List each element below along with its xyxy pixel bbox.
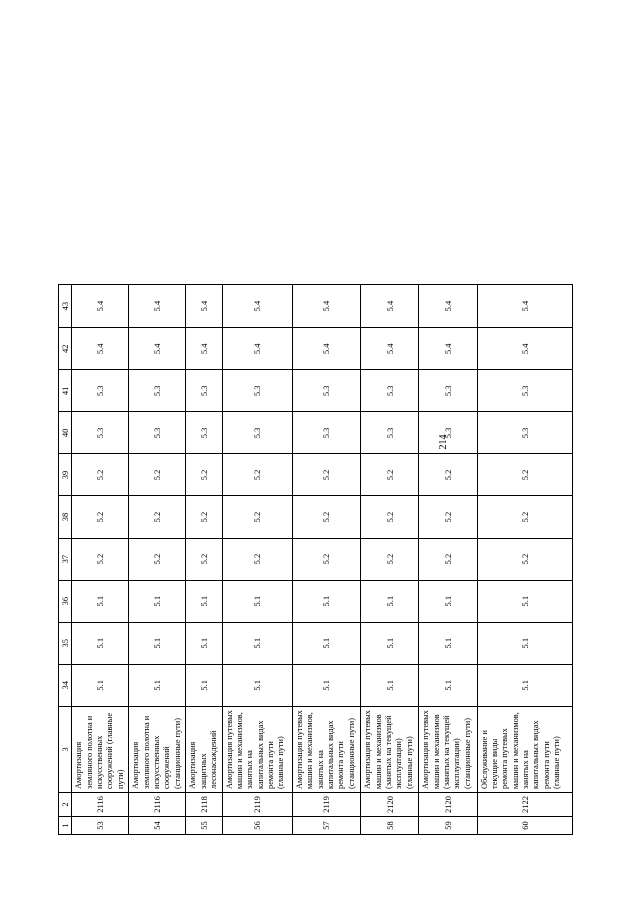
value-cell: 5.2 xyxy=(186,454,222,496)
table-row xyxy=(72,285,129,835)
value-cell: 5.1 xyxy=(361,664,419,706)
value-cell: 5.4 xyxy=(222,285,292,328)
row-number-cell: 56 xyxy=(222,816,292,834)
column-header: 42 xyxy=(59,328,72,370)
value-cell: 5.1 xyxy=(361,622,419,664)
table-row xyxy=(129,285,186,835)
value-cell: 5.3 xyxy=(129,412,186,454)
value-cell: 5.3 xyxy=(222,412,292,454)
value-cell: 5.2 xyxy=(361,496,419,538)
value-cell: 5.1 xyxy=(419,580,477,622)
value-cell: 5.2 xyxy=(72,496,129,538)
column-header: 43 xyxy=(59,285,72,328)
column-header: 41 xyxy=(59,370,72,412)
value-cell: 5.4 xyxy=(292,328,360,370)
value-cell: 5.3 xyxy=(477,412,572,454)
rotated-table xyxy=(58,284,573,835)
table-row xyxy=(222,285,292,835)
table-row xyxy=(292,285,360,835)
row-number-cell: 58 xyxy=(361,816,419,834)
column-header: 40 xyxy=(59,412,72,454)
value-cell: 5.2 xyxy=(129,454,186,496)
value-cell: 5.1 xyxy=(72,622,129,664)
column-header: 36 xyxy=(59,580,72,622)
code-cell: 2120 xyxy=(361,792,419,816)
value-cell: 5.2 xyxy=(222,496,292,538)
row-number-cell: 55 xyxy=(186,816,222,834)
value-cell: 5.2 xyxy=(477,538,572,580)
column-header: 37 xyxy=(59,538,72,580)
value-cell: 5.3 xyxy=(72,370,129,412)
rotated-table-container xyxy=(58,300,573,871)
code-cell: 2118 xyxy=(186,792,222,816)
value-cell: 5.2 xyxy=(129,538,186,580)
code-cell: 2119 xyxy=(222,792,292,816)
table-row xyxy=(361,285,419,835)
name-cell: Амортизация путевых машин и механизмов, занятых на капитальных видах ремонта пути (главные пути) xyxy=(222,706,292,792)
name-cell: Обслуживание и текущие виды ремонта путевых машин и механизмов, занятых на капитальных видах ремонта пути (главные пути) xyxy=(477,706,572,792)
value-cell: 5.4 xyxy=(186,285,222,328)
value-cell: 5.3 xyxy=(292,370,360,412)
code-cell: 2122 xyxy=(477,792,572,816)
row-number-cell: 59 xyxy=(419,816,477,834)
table-row xyxy=(419,285,477,835)
value-cell: 5.3 xyxy=(361,412,419,454)
column-header: 35 xyxy=(59,622,72,664)
value-cell: 5.1 xyxy=(222,664,292,706)
value-cell: 5.4 xyxy=(129,328,186,370)
value-cell: 5.2 xyxy=(186,496,222,538)
value-cell: 5.1 xyxy=(292,664,360,706)
code-cell: 2116 xyxy=(72,792,129,816)
name-cell: Амортизация земляного полотна и искусственных сооружений (главные пути) xyxy=(72,706,129,792)
name-cell: Амортизация защитных лесонасаждений xyxy=(186,706,222,792)
value-cell: 5.3 xyxy=(361,370,419,412)
value-cell: 5.2 xyxy=(222,538,292,580)
value-cell: 5.2 xyxy=(419,454,477,496)
value-cell: 5.2 xyxy=(361,538,419,580)
value-cell: 5.4 xyxy=(186,328,222,370)
value-cell: 5.1 xyxy=(129,622,186,664)
name-cell: Амортизация путевых машин и механизмов (занятых на текущей эксплуатации) (главные пути) xyxy=(361,706,419,792)
value-cell: 5.3 xyxy=(129,370,186,412)
value-cell: 5.2 xyxy=(477,454,572,496)
value-cell: 5.1 xyxy=(477,580,572,622)
value-cell: 5.3 xyxy=(477,370,572,412)
value-cell: 5.1 xyxy=(222,622,292,664)
value-cell: 5.4 xyxy=(222,328,292,370)
row-number-cell: 54 xyxy=(129,816,186,834)
column-header: 34 xyxy=(59,664,72,706)
column-header: 39 xyxy=(59,454,72,496)
code-cell: 2119 xyxy=(292,792,360,816)
table-header-row xyxy=(59,285,72,835)
value-cell: 5.4 xyxy=(72,285,129,328)
value-cell: 5.4 xyxy=(477,328,572,370)
value-cell: 5.3 xyxy=(186,412,222,454)
value-cell: 5.2 xyxy=(222,454,292,496)
value-cell: 5.4 xyxy=(361,285,419,328)
page-number: 214 xyxy=(438,434,449,450)
value-cell: 5.3 xyxy=(186,370,222,412)
value-cell: 5.4 xyxy=(129,285,186,328)
value-cell: 5.2 xyxy=(292,538,360,580)
table-row xyxy=(186,285,222,835)
value-cell: 5.4 xyxy=(361,328,419,370)
data-table xyxy=(58,284,573,835)
value-cell: 5.2 xyxy=(129,496,186,538)
value-cell: 5.1 xyxy=(361,580,419,622)
value-cell: 5.3 xyxy=(419,412,477,454)
value-cell: 5.2 xyxy=(292,496,360,538)
value-cell: 5.3 xyxy=(72,412,129,454)
value-cell: 5.1 xyxy=(292,580,360,622)
column-header: 3 xyxy=(59,706,72,792)
value-cell: 5.1 xyxy=(186,580,222,622)
value-cell: 5.3 xyxy=(419,370,477,412)
table-row xyxy=(477,285,572,835)
name-cell: Амортизация земляного полотна и искусственных сооружений (станционные пути) xyxy=(129,706,186,792)
name-cell: Амортизация путевых машин и механизмов, занятых на капитальных видах ремонта пути (станционные пути) xyxy=(292,706,360,792)
value-cell: 5.1 xyxy=(419,622,477,664)
value-cell: 5.1 xyxy=(477,664,572,706)
value-cell: 5.1 xyxy=(477,622,572,664)
value-cell: 5.1 xyxy=(129,664,186,706)
value-cell: 5.2 xyxy=(186,538,222,580)
code-cell: 2116 xyxy=(129,792,186,816)
code-cell: 2120 xyxy=(419,792,477,816)
value-cell: 5.1 xyxy=(72,580,129,622)
value-cell: 5.3 xyxy=(222,370,292,412)
value-cell: 5.4 xyxy=(419,328,477,370)
column-header: 38 xyxy=(59,496,72,538)
value-cell: 5.4 xyxy=(72,328,129,370)
value-cell: 5.2 xyxy=(292,454,360,496)
value-cell: 5.3 xyxy=(292,412,360,454)
column-header: 2 xyxy=(59,792,72,816)
value-cell: 5.1 xyxy=(186,664,222,706)
value-cell: 5.2 xyxy=(361,454,419,496)
name-cell: Амортизация путевых машин и механизмов (занятых на текущей эксплуатации) (станционные пути) xyxy=(419,706,477,792)
value-cell: 5.1 xyxy=(129,580,186,622)
value-cell: 5.4 xyxy=(292,285,360,328)
value-cell: 5.2 xyxy=(72,454,129,496)
value-cell: 5.2 xyxy=(72,538,129,580)
row-number-cell: 60 xyxy=(477,816,572,834)
value-cell: 5.2 xyxy=(477,496,572,538)
value-cell: 5.1 xyxy=(222,580,292,622)
value-cell: 5.1 xyxy=(419,664,477,706)
value-cell: 5.4 xyxy=(477,285,572,328)
value-cell: 5.2 xyxy=(419,538,477,580)
row-number-cell: 57 xyxy=(292,816,360,834)
row-number-cell: 53 xyxy=(72,816,129,834)
value-cell: 5.1 xyxy=(292,622,360,664)
value-cell: 5.1 xyxy=(72,664,129,706)
value-cell: 5.4 xyxy=(419,285,477,328)
column-header: 1 xyxy=(59,816,72,834)
value-cell: 5.1 xyxy=(186,622,222,664)
value-cell: 5.2 xyxy=(419,496,477,538)
